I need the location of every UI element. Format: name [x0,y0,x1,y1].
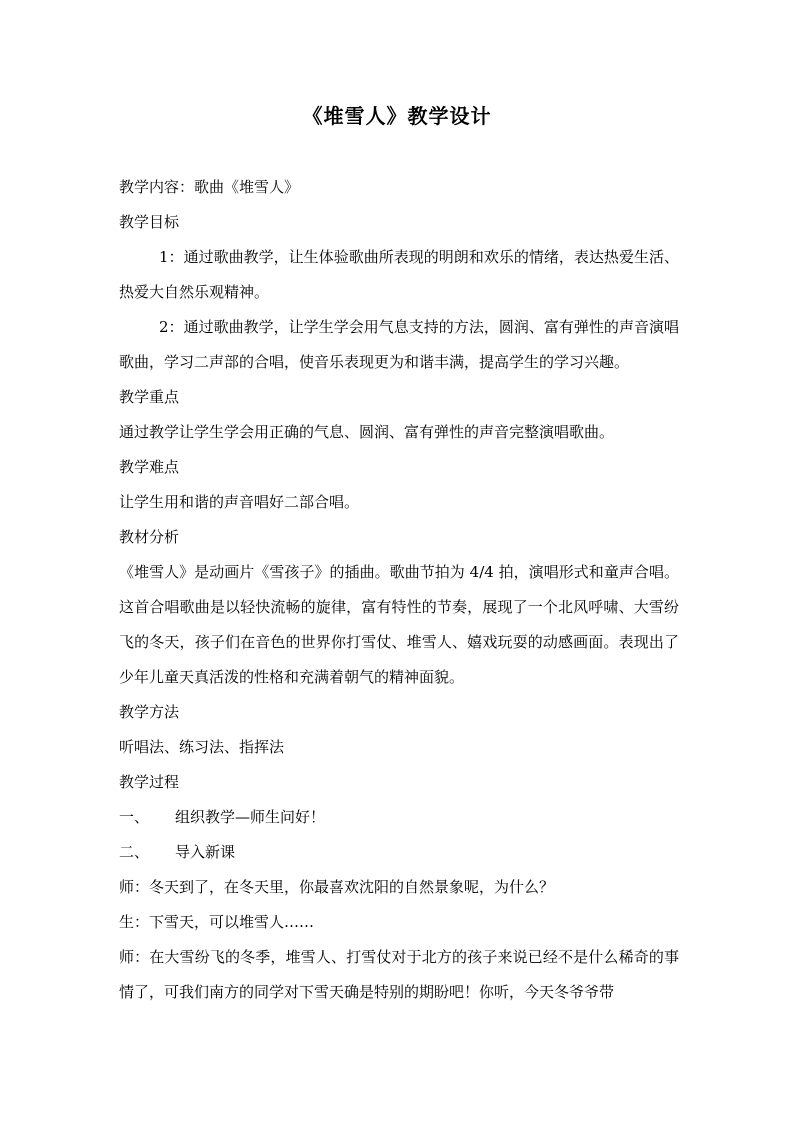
material-analysis-text: 《堆雪人》是动画片《雪孩子》的插曲。歌曲节拍为 4/4 拍，演唱形式和童声合唱。这首合唱歌曲是以轻快流畅的旋律，富有特性的节奏，展现了一个北风呼啸、大雪纷飞的冬天，孩子们在音色的世界你打雪仗、堆雪人、嬉戏玩耍的动感画面。表现出了少年儿童天真活泼的性格和充满着朝气的精神面貌。 [119,563,679,686]
teaching-method-text: 听唱法、练习法、指挥法 [119,738,285,756]
process-step-2-text: 导入新课 [175,843,236,861]
process-step-1 [119,800,679,835]
teaching-key-text: 通过教学让学生学会用正确的气息、圆润、富有弹性的声音完整演唱歌曲。 [119,423,615,441]
teaching-difficulty-heading: 教学难点 [119,458,180,476]
dialog-line-2: 生：下雪天，可以堆雪人…… [119,913,315,931]
teaching-goal-1: 1：通过歌曲教学，让生体验歌曲所表现的明朗和欢乐的情绪，表达热爱生活、热爱大自然乐观精神。 [119,248,679,301]
teaching-process-heading: 教学过程 [119,773,180,791]
dialog-line-1: 师：冬天到了，在冬天里，你最喜欢沈阳的自然景象呢，为什么？ [119,878,555,896]
process-step-2 [119,835,679,870]
teaching-goal-2: 2：通过歌曲教学，让学生学会用气息支持的方法，圆润、富有弹性的声音演唱歌曲，学习二声部的合唱，使音乐表现更为和谐丰满，提高学生的学习兴趣。 [119,318,679,371]
teaching-content-line: 教学内容：歌曲《堆雪人》 [119,178,300,196]
teaching-difficulty-text: 让学生用和谐的声音唱好二部合唱。 [119,493,360,511]
teaching-key-heading: 教学重点 [119,388,180,406]
document-body [119,170,679,1010]
material-analysis-heading: 教材分析 [119,528,180,546]
dialog-line-3: 师：在大雪纷飞的冬季，堆雪人、打雪仗对于北方的孩子来说已经不是什么稀奇的事情了，可我们南方的同学对下雪天确是特别的期盼吧！你听，今天冬爷爷带 [119,948,679,1001]
process-step-1-text: 组织教学—师生问好！ [175,808,326,826]
teaching-goal-heading: 教学目标 [119,213,180,231]
teaching-method-heading: 教学方法 [119,703,180,721]
process-step-2-number: 二、 [119,843,150,861]
process-step-1-number: 一、 [119,808,150,826]
document-title: 《堆雪人》教学设计 [302,104,492,128]
